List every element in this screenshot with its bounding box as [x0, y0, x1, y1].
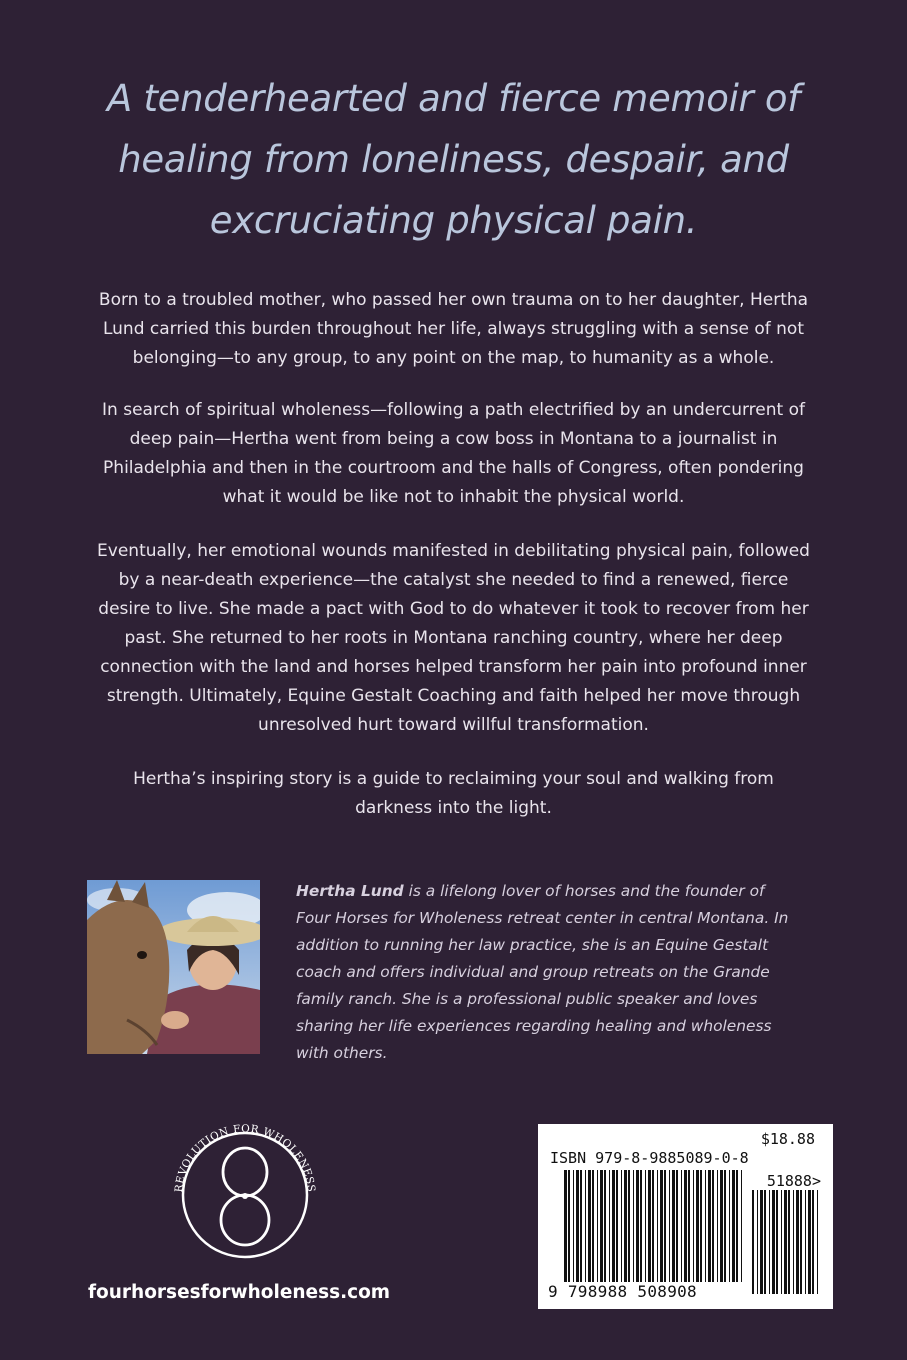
isbn-label: ISBN 979-8-9885089-0-8: [550, 1149, 749, 1167]
bio-line: coach and offers individual and group retreats on the Grande: [296, 963, 770, 981]
description-paragraph-3: [60, 537, 847, 740]
tagline-line: excruciating physical pain.: [209, 199, 698, 242]
publisher-logo: [160, 1110, 330, 1280]
paragraph-line: by a near-death experience—the catalyst she needed to find a renewed, fierce: [118, 570, 789, 590]
paragraph-line: deep pain—Hertha went from being a cow boss in Montana to a journalist in: [129, 429, 778, 449]
bio-line: with others.: [296, 1044, 388, 1062]
paragraph-line: In search of spiritual wholeness—following a path electrified by an undercurrent of: [102, 400, 805, 420]
tagline: [60, 68, 847, 251]
barcode-digits: 9 798988 508908: [548, 1282, 697, 1301]
bio-line: addition to running her law practice, she is an Equine Gestalt: [296, 936, 769, 954]
paragraph-line: what it would be like not to inhabit the physical world.: [222, 487, 685, 507]
paragraph-line: desire to live. She made a pact with God to do whatever it took to recover from her: [98, 599, 809, 619]
paragraph-line: unresolved hurt toward willful transformation.: [258, 715, 649, 735]
description-paragraph-4: [60, 765, 847, 823]
bio-line: family ranch. She is a professional public speaker and loves: [296, 990, 758, 1008]
paragraph-line: strength. Ultimately, Equine Gestalt Coaching and faith helped her move through: [106, 686, 801, 706]
author-photo: [87, 880, 260, 1054]
paragraph-line: Born to a troubled mother, who passed her own trauma on to her daughter, Hertha: [98, 290, 809, 310]
author-name: Hertha Lund: [296, 882, 404, 900]
paragraph-line: Philadelphia and then in the courtroom and the halls of Congress, often pondering: [103, 458, 804, 478]
paragraph-line: Eventually, her emotional wounds manifested in debilitating physical pain, followed: [97, 541, 810, 561]
bio-first-line: [296, 878, 841, 905]
description-paragraph-2: [60, 396, 847, 512]
author-bio: [296, 878, 841, 1067]
bio-line: sharing her life experiences regarding healing and wholeness: [296, 1017, 772, 1035]
svg-text:REVOLUTION FOR WHOLENESS: [173, 1123, 317, 1193]
paragraph-line: past. She returned to her roots in Montana ranching country, where her deep: [124, 628, 783, 648]
description-paragraph-1: [60, 286, 847, 373]
isbn-barcode-box: [538, 1124, 833, 1309]
tagline-line: healing from loneliness, despair, and: [118, 138, 789, 181]
paragraph-line: darkness into the light.: [355, 798, 552, 818]
paragraph-line: connection with the land and horses helped transform her pain into profound inner: [100, 657, 807, 677]
logo-arc-text: REVOLUTION FOR WHOLENESS: [172, 1122, 318, 1193]
tagline-line: A tenderhearted and fierce memoir of: [107, 77, 800, 120]
paragraph-line: Hertha’s inspiring story is a guide to reclaiming your soul and walking from: [133, 769, 774, 789]
price-label: $18.88: [760, 1130, 815, 1148]
paragraph-line: belonging—to any group, to any point on the map, to humanity as a whole.: [132, 348, 775, 368]
addon-code-label: 51888>: [766, 1172, 821, 1190]
website-url[interactable]: fourhorsesforwholeness.com: [88, 1282, 391, 1303]
bio-line: Four Horses for Wholeness retreat center in central Montana. In: [296, 909, 789, 927]
bio-text: is a lifelong lover of horses and the founder of: [403, 882, 765, 900]
paragraph-line: Lund carried this burden throughout her life, always struggling with a sense of not: [102, 319, 804, 339]
